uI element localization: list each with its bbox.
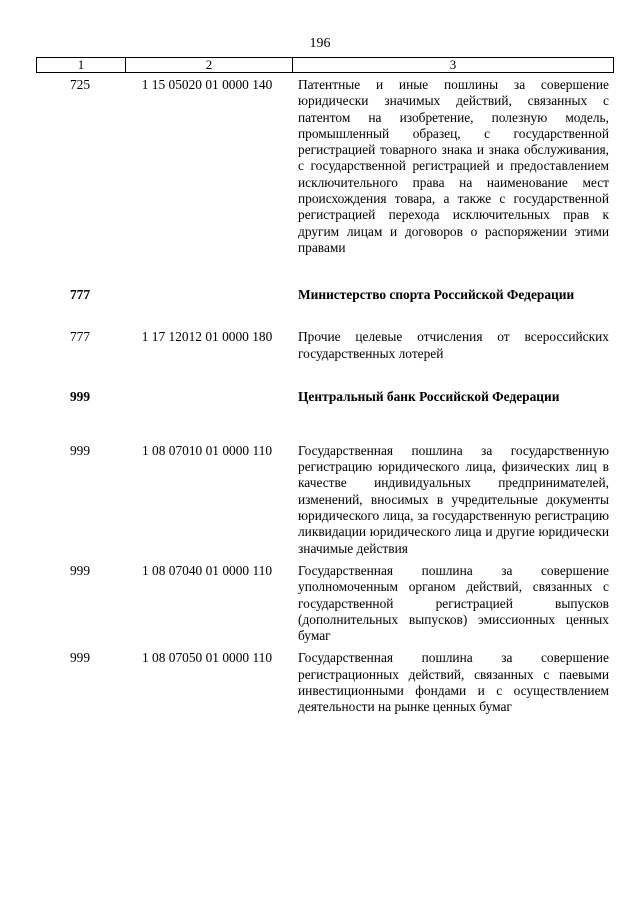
table-row: [36, 650, 610, 715]
kbk-code: [124, 284, 290, 305]
kbk-code: 1 08 07050 01 0000 110: [141, 650, 273, 666]
table-row: [36, 329, 610, 362]
admin-code: 999: [69, 442, 91, 458]
kbk-code: 1 15 05020 01 0000 140: [141, 77, 273, 92]
administrator-name: Центральный банк Российской Федерации: [298, 388, 560, 404]
admin-code: 725: [69, 77, 91, 92]
column-header-row: [36, 57, 614, 73]
table-body: [36, 77, 610, 716]
revenue-name: Патентные и иные пошлины за совершение юридически значимых действий, связанных с патентом на изобретение, полезную модель, промышленный образец, с государственной регистрацией товарного знака и знака обслуживания, с государственной регистрацией и предоставлением исключительного права на наименование мест происхождения товара, а также с государственной регистрацией перехода исключительных прав к другим лицам и договоров о распоряжении этими правами: [298, 77, 609, 255]
kbk-code: 1 17 12012 01 0000 180: [141, 329, 273, 345]
admin-code: 999: [69, 388, 91, 404]
revenue-name: Государственная пошлина за совершение регистрационных действий, связанных с паевыми инвестиционными фондами и с осуществлением деятельности на рынке ценных бумаг: [298, 650, 609, 715]
column-header-1: 1: [37, 58, 126, 73]
kbk-code: [124, 386, 290, 407]
administrator-name: Министерство спорта Российской Федерации: [298, 287, 575, 303]
page-number: 196: [309, 36, 331, 51]
table-row: [36, 386, 610, 407]
table-row: [36, 284, 610, 305]
revenue-name: Прочие целевые отчисления от всероссийских государственных лотерей: [298, 329, 609, 361]
revenue-name: Государственная пошлина за совершение уполномоченным органом действий, связанных с государственной регистрацией выпусков (дополнительных выпусков) эмиссионных ценных бумаг: [298, 562, 609, 644]
table-row: [36, 563, 610, 644]
kbk-code: 1 08 07040 01 0000 110: [141, 562, 273, 578]
admin-code: 777: [69, 287, 91, 303]
table-row: [36, 77, 610, 256]
column-header-2: 2: [126, 58, 293, 73]
revenue-name: Государственная пошлина за государственную регистрацию юридического лица, физических лиц в качестве индивидуальных предпринимателей, изменений, вносимых в учредительные документы юридического лица, за государственную регистрацию ликвидации юридического лица и другие юридически значимые действия: [298, 442, 609, 556]
column-header-3: 3: [293, 58, 614, 73]
table-row: [36, 443, 610, 557]
admin-code: 999: [69, 650, 91, 666]
admin-code: 999: [69, 562, 91, 578]
admin-code: 777: [69, 329, 91, 345]
kbk-code: 1 08 07010 01 0000 110: [141, 442, 273, 458]
